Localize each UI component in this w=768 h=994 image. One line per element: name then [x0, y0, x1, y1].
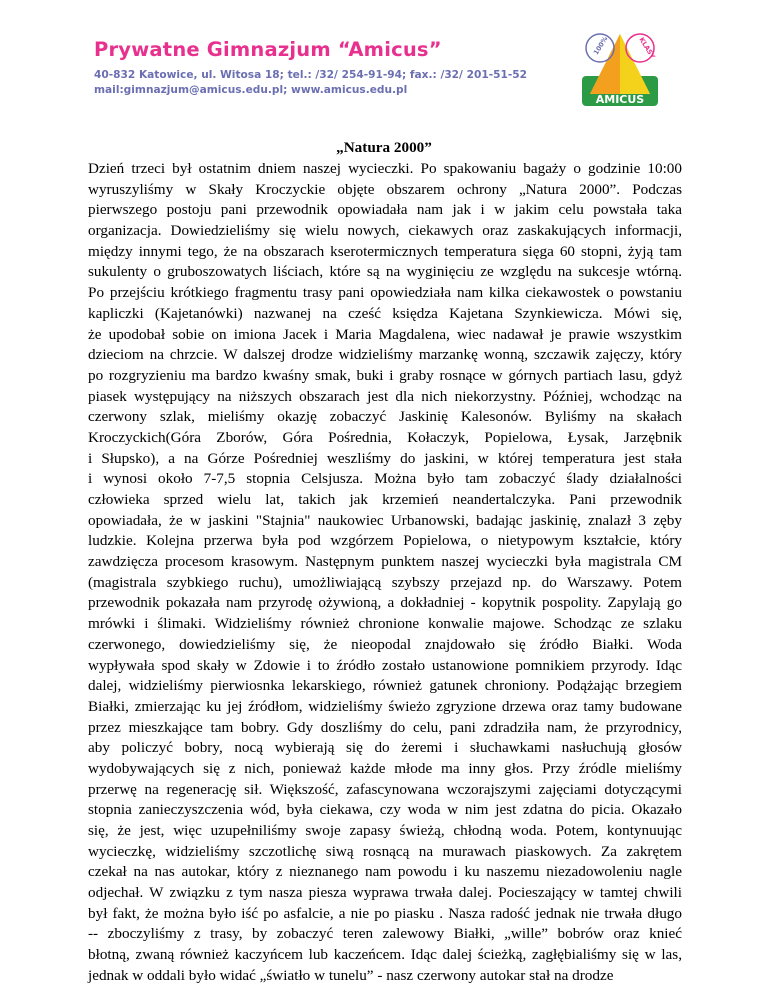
paragraph-line: i Słupsko), a na Górze Pośredniej weszliśmy do jaskini, w której temperatura jest stała — [88, 449, 682, 467]
paragraph-line: sukulenty o gruboszowatych liściach, które są na wyginięciu ze względu na sukcesje wtórną. — [88, 263, 682, 281]
document-body — [88, 159, 682, 987]
paragraph-line: czekał na nas autokar, który z nieznanego nam powodu i ku naszemu niezadowoleniu nagle — [88, 863, 682, 881]
paragraph-line: błotną, zwaną również kaczyńcem lub kaczeńcem. Idąc dalej ścieżką, zagłębialiśmy się w las, — [88, 946, 682, 964]
paragraph-line: po rozgryzieniu ma bardzo kwaśny smak, buki i graby rosnące w górnych partiach lasu, gdyż — [88, 366, 682, 384]
paragraph-line: (magistrala szybkiego ruchu), umożliwiającą szybszy przejazd np. do Warszawy. Potem — [88, 573, 682, 591]
paragraph-line: czerwony szlak, mieliśmy okazję zobaczyć Jaskinię Kalesonów. Byliśmy na skałach — [88, 408, 682, 426]
paragraph-line: wydobywających się z nich, ponieważ każde młode ma inny głos. Przy źródle mieliśmy — [88, 759, 682, 777]
school-contact: mail:gimnazjum@amicus.edu.pl; www.amicus.edu.pl — [94, 84, 408, 96]
logo-text: AMICUS — [595, 93, 645, 106]
paragraph-line: dalej, widzieliśmy pierwiosnka lekarskiego, również gatunek chroniony. Podążając brzegiem — [88, 677, 682, 695]
paragraph-line: aby policzyć bobry, nocą wybierają się do żeremi i słuchawkami nasłuchują głosów — [88, 739, 682, 757]
paragraph-line: przewodnik pokazała nam przyrodę ożywioną, a dokładniej - kopytnik pospolity. Zapylają go — [88, 594, 682, 612]
paragraph-line: mrówki i ślimaki. Widzieliśmy również chronione konwalie majowe. Schodząc ze szlaku — [88, 615, 682, 633]
paragraph-line: pierwszego postoju pani przewodnik opowiadała nam jak i w jakim celu powstała taka — [88, 201, 682, 219]
paragraph-line: przez mieszkające tam bobry. Gdy doszliśmy do celu, pani zdradziła nam, że przyrodnicy, — [88, 718, 682, 736]
paragraph-line: człowieka sprzed wielu lat, takich jak krzemień neandertalczyka. Pani przewodnik — [88, 491, 682, 508]
paragraph-line: wycieczkę, widzieliśmy szczotlichę siwą rosnącą na murawach piaskowych. Za zakrętem — [88, 842, 682, 860]
paragraph-line: że upodobał sobie on imiona Jacek i Maria Magdalena, wiec nadawał je prawie wszystkim — [88, 325, 682, 343]
paragraph-line: jednak w oddali było widać „światło w tunelu” - nasz czerwony autokar stał na drodze — [88, 966, 614, 984]
paragraph-line: odjechał. W związku z tym nasza piesza wyprawa trwała dalej. Pocieszający w tamtej chwili — [88, 884, 682, 902]
paragraph-line: kapliczki (Kajetanówki) nazwanej na cześć księdza Kajetana Szynkiewicza. Mówi się, — [88, 304, 682, 322]
paragraph-line: czerwonego, dowiedzieliśmy się, że nieopodal znajdowało się źródło Białki. Woda — [88, 635, 682, 653]
logo-side-text-left: 100% — [591, 35, 610, 57]
paragraph-line: zawdzięcza procesom krasowym. Następnym punktem naszej wycieczki była magistrala CM — [88, 553, 682, 571]
paragraph-line: wypływała spod skały w Zdowie i to źródło zostało ustanowione pomnikiem przyrody. Idąc — [88, 656, 682, 674]
paragraph-line: Białki, zmierzając ku jej źródłom, widzieliśmy świeżo zgryzione drzewa oraz tamy budowane — [88, 697, 682, 715]
paragraph-line: organizacja. Dowiedzieliśmy się wielu nowych, ciekawych oraz zaskakujących informacji, — [88, 222, 682, 240]
document-title: „Natura 2000” — [336, 139, 432, 156]
school-name: Prywatne Gimnazjum “Amicus” — [94, 38, 442, 61]
paragraph-line: ludzkie. Kolejna przerwa była pod wzgórzem Popielowa, o nietypowym kształcie, który — [88, 532, 682, 550]
paragraph-line: opowiadała, że w jaskini "Stajnia" naukowiec Urbanowski, badając jaskinię, znalazł 3 zęby — [88, 511, 682, 529]
paragraph-line: Dzień trzeci był ostatnim dniem naszej wycieczki. Po spakowaniu bagaży o godzinie 10:00 — [88, 160, 682, 177]
paragraph-line: piasek występujący na niższych obszarach jest dla nich niekorzystny. Później, wchodząc na — [88, 387, 682, 405]
paragraph-line: stopnia zanieczyszczenia wód, była ciekawa, czy woda w nim jest zdatna do picia. Okazało — [88, 801, 682, 819]
paragraph-line: Kroczyckich(Góra Zborów, Góra Pośrednia, Kołaczyk, Popielowa, Łysak, Jarzębnik — [88, 428, 682, 446]
letterhead — [94, 36, 594, 98]
paragraph-line: się, że jest, więc uzupełniliśmy swoje zapasy świeżą, chłodną woda. Potem, kontynuując — [88, 822, 682, 839]
amicus-logo — [580, 30, 660, 108]
paragraph-line: przerwę na regenerację sił. Większość, zafascynowana wczorajszymi zajęciami dotyczącymi — [88, 780, 682, 798]
paragraph-line: -- zboczyliśmy z trasy, by zobaczyć teren zalewowy Białki, „wille” bobrów oraz knieć — [88, 925, 682, 943]
paragraph-line: dzieciom na chrzcie. W dalszej drodze widzieliśmy marzankę wonną, szczawik zajęczy, który — [88, 346, 682, 364]
school-address: 40-832 Katowice, ul. Witosa 18; tel.: /32/ 254-91-94; fax.: /32/ 201-51-52 — [94, 69, 528, 81]
paragraph-line: wyruszyliśmy w Skały Kroczyckie objęte obszarem ochrony „Natura 2000”. Podczas — [88, 180, 682, 198]
paragraph-line: Po przejściu krótkiego fragmentu trasy pani opowiedziała nam kilka ciekawostek o powstaniu — [88, 284, 682, 302]
logo-side-text-right: KLASY — [637, 35, 657, 61]
paragraph-line: między innymi tego, że na obszarach kserotermicznych temperatura sięga 60 stopni, żyją tam — [88, 242, 682, 260]
paragraph-line: był fakt, że można było iść po asfalcie, a nie po piasku . Nasza radość jednak nie trwała długo — [88, 904, 682, 922]
paragraph-line: i wynosi około 7-7,5 stopnia Celsjusza. Można było tam zobaczyć ślady działalności — [88, 470, 682, 488]
